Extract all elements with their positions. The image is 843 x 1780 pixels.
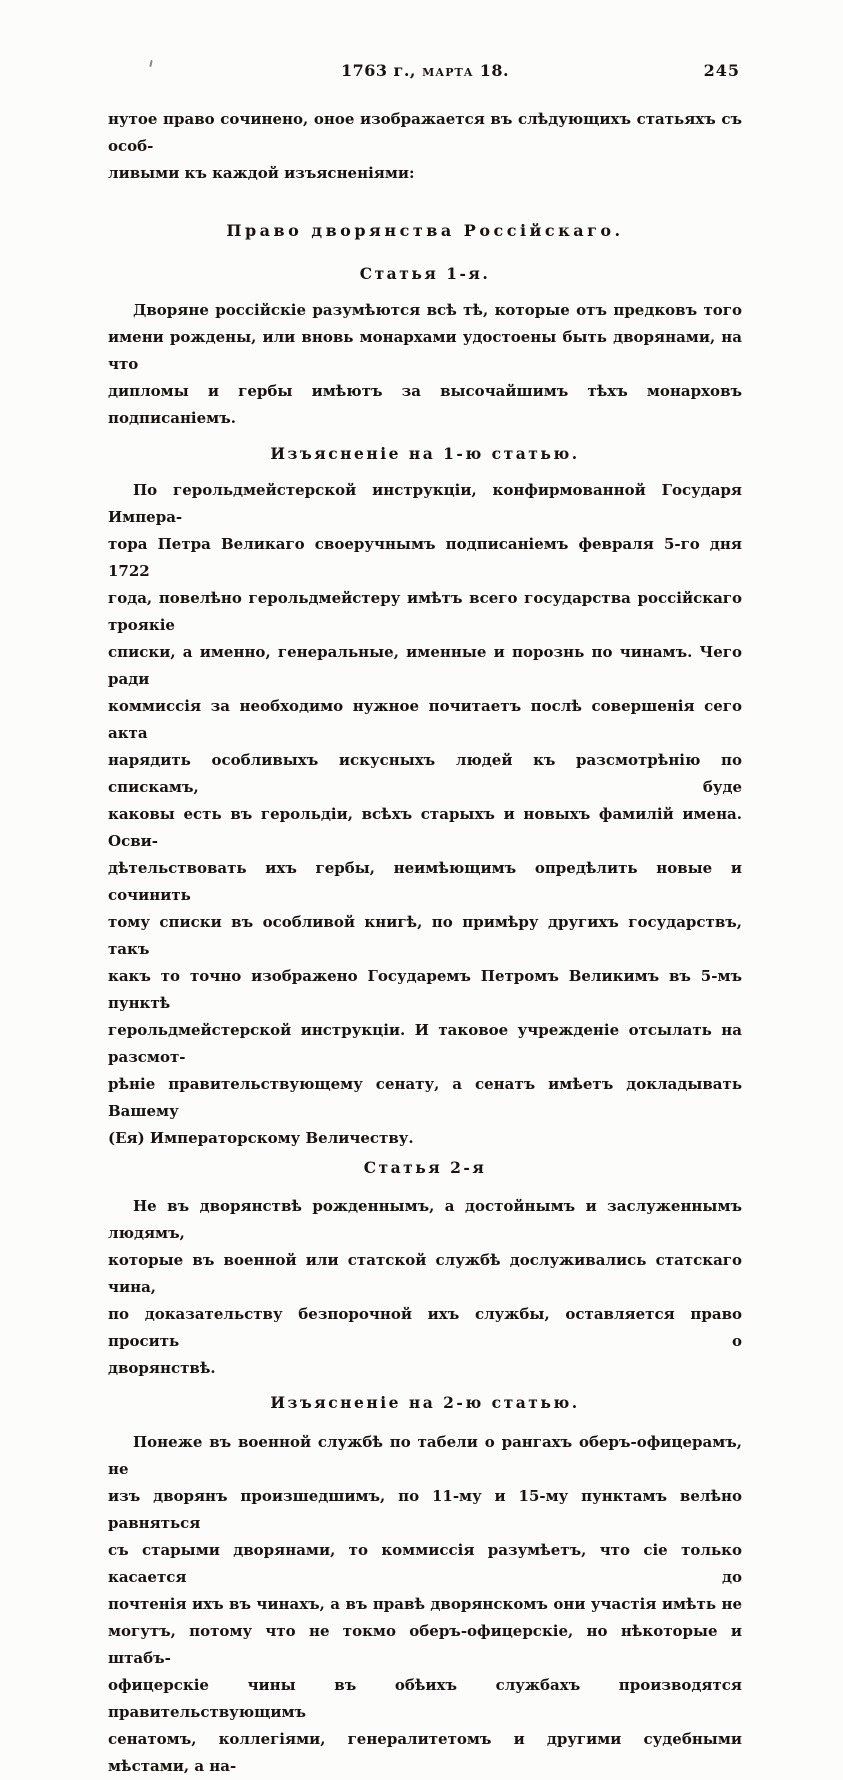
page-number: 245	[703, 61, 740, 80]
text-line: дворянствѣ.	[108, 1359, 216, 1377]
text-line: нутое право сочинено, оное изображается въ слѣдующихъ статьяхъ съ особ-	[108, 110, 742, 155]
explanation-1-heading: Изъясненіе на 1-ю статью.	[270, 444, 580, 463]
text-line: нарядить особливыхъ искусныхъ людей къ разсмотрѣнію по спискамъ, буде	[108, 751, 742, 796]
text-line: могутъ, потому что не токмо оберъ-офицерскіе, но нѣкоторые и штабъ-	[108, 1622, 742, 1667]
page-date-day: 18.	[473, 61, 510, 80]
text-line: тора Петра Великаго своеручнымъ подписаніемъ февраля 5-го дня 1722	[108, 535, 742, 580]
text-line: сенатомъ, коллегіями, генералитетомъ и другими судебными мѣстами, а на-	[108, 1730, 742, 1775]
text-line: По герольдмейстерской инструкціи, конфирмованной Государя Импера-	[108, 481, 742, 526]
text-line: рѣніе правительствующему сенату, а сенатъ имѣетъ докладывать Вашему	[108, 1075, 742, 1120]
article-1-heading: Статья 1-я.	[359, 264, 491, 283]
text-line: дипломы и гербы имѣютъ за высочайшимъ тѣхъ монарховъ подписаніемъ.	[108, 382, 742, 427]
text-line: какъ то точно изображено Государемъ Петромъ Великимъ въ 5-мъ пунктѣ	[108, 967, 742, 1012]
explanation-1-text	[108, 477, 742, 1152]
article-2-text	[108, 1193, 742, 1382]
text-line: Понеже въ военной службѣ по табели о рангахъ оберъ-офицерамъ, не	[108, 1433, 742, 1478]
text-line: имени рождены, или вновь монархами удостоены быть дворянами, на что	[108, 328, 742, 373]
text-line: тому списки въ особливой книгѣ, по примѣру другихъ государствъ, такъ	[108, 913, 742, 958]
text-line: почтенія ихъ въ чинахъ, а въ правѣ дворянскомъ они участія имѣть не	[108, 1595, 742, 1613]
explanation-2-text	[108, 1429, 742, 1780]
text-line: (Ея) Императорскому Величеству.	[108, 1129, 414, 1147]
text-line: Дворяне россійскіе разумѣются всѣ тѣ, которые отъ предковъ того	[133, 301, 742, 319]
text-line: съ старыми дворянами, то коммиссія разумѣетъ, что сіе только касается до	[108, 1541, 742, 1586]
text-line: списки, а именно, генеральные, именные и порознь по чинамъ. Чего ради	[108, 643, 742, 688]
text-line: коммиссія за необходимо нужное почитаетъ послѣ совершенія сего акта	[108, 697, 742, 742]
article-1-text	[108, 297, 742, 432]
text-column	[108, 0, 742, 1780]
section-title: Право дворянства Россійскаго.	[226, 221, 624, 240]
article-2-heading: Статья 2-я	[363, 1158, 487, 1177]
text-line: которые въ военной или статской службѣ дослуживались статскаго чина,	[108, 1251, 742, 1296]
text-line: ливыми къ каждой изъясненіями:	[108, 164, 415, 182]
paragraph-continuation	[108, 106, 742, 187]
text-line: года, повелѣно герольдмейстеру имѣтъ всего государства россійскаго троякіе	[108, 589, 742, 634]
page-date-month: марта	[422, 61, 474, 80]
text-line: по доказательству безпорочной ихъ службы, оставляется право просить о	[108, 1305, 742, 1350]
explanation-2-heading: Изъясненіе на 2-ю статью.	[270, 1393, 580, 1412]
text-line: дѣтельствовать ихъ гербы, неимѣющимъ опредѣлить новые и сочинить	[108, 859, 742, 904]
text-line: офицерскіе чины въ обѣихъ службахъ производятся правительствующимъ	[108, 1676, 742, 1721]
text-line: Не въ дворянствѣ рожденнымъ, а достойнымъ и заслуженнымъ людямъ,	[108, 1197, 742, 1242]
text-line: изъ дворянъ произшедшимъ, по 11-му и 15-му пунктамъ велѣно равняться	[108, 1487, 742, 1532]
page-date-year: 1763 г.,	[340, 61, 423, 80]
page-date	[341, 61, 509, 80]
text-line: каковы есть въ герольдіи, всѣхъ старыхъ и новыхъ фамилій имена. Осви-	[108, 805, 742, 850]
text-line: герольдмейстерской инструкціи. И таковое учрежденіе отсылать на разсмот-	[108, 1021, 742, 1066]
running-header	[108, 60, 742, 82]
